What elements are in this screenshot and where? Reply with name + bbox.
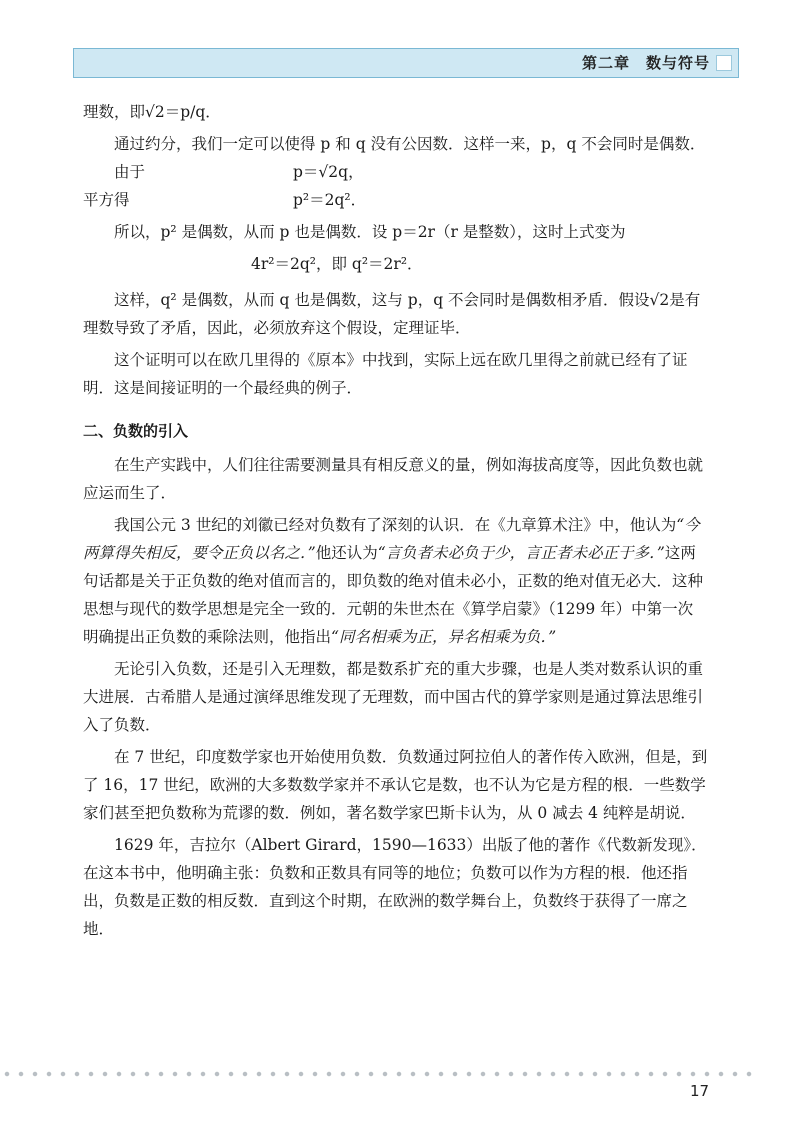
equation-row-2	[83, 186, 708, 214]
equation-label: 平方得	[83, 191, 130, 209]
chapter-title: 第二章 数与符号	[581, 54, 710, 72]
header-square-marker	[716, 55, 732, 71]
paragraph-continuation: 理数，即√2＝p/q．	[83, 103, 221, 121]
equation-expression: p²＝2q²．	[293, 191, 367, 209]
paragraph-india-europe: 在 7 世纪，印度数学家也开始使用负数．负数通过阿拉伯人的著作传入欧洲，但是，到了 16，17 世纪，欧洲的大多数数学家并不承认它是数，也不认为它是方程的根．一些数学家们甚至把负数称为荒谬的数．例如，著名数学家巴斯卡认为，从 0 减去 4 纯粹是胡说．	[83, 748, 708, 822]
classical-quote: “言负者未必负于少，言正者未必正于多．”	[377, 544, 665, 562]
text-segment: 这两句话都是关于正负数的绝对值而言的，即负数的绝对值未必小，正数的绝对值无必大．这种思想与现代的数学思想是完全一致的．元朝的朱世杰在《算学启蒙》（1299 年）中第一次明确提出正负数的乘除法则，他指出	[83, 544, 704, 646]
paragraph-reduction: 通过约分，我们一定可以使得 p 和 q 没有公因数．这样一来，p，q 不会同时是偶数．	[114, 135, 706, 153]
equation-label: 由于	[114, 163, 146, 181]
page-body	[83, 98, 708, 943]
classical-quote: “同名相乘为正，异名相乘为负．”	[331, 628, 557, 646]
paragraph-number-system: 无论引入负数，还是引入无理数，都是数系扩充的重大步骤，也是人类对数系认识的重大进展．古希腊人是通过演绎思维发现了无理数，而中国古代的算学家则是通过算法思维引入了负数．	[83, 660, 704, 734]
classical-quote: “今两算得失相反，要令正负以名之．”	[83, 516, 700, 562]
paragraph-euclid: 这个证明可以在欧几里得的《原本》中找到，实际上远在欧几里得之前就已经有了证明．这是间接证明的一个最经典的例子．	[83, 351, 688, 397]
paragraph-even: 所以，p² 是偶数，从而 p 也是偶数．设 p＝2r（r 是整数），这时上式变为	[114, 223, 626, 241]
text-segment: 他还认为	[315, 544, 378, 562]
paragraph-contradiction: 这样，q² 是偶数，从而 q 也是偶数，这与 p，q 不会同时是偶数相矛盾．假设√2是有理数导致了矛盾，因此，必须放弃这个假设，定理证毕．	[83, 291, 701, 337]
text-segment: 我国公元 3 世纪的刘徽已经对负数有了深刻的认识．在《九章算术注》中，他认为	[114, 516, 677, 534]
equation-expression: p＝√2q，	[293, 163, 364, 181]
section-heading: 二、负数的引入	[83, 422, 189, 440]
chapter-header-bar	[73, 48, 739, 78]
paragraph-liuhui	[83, 511, 708, 651]
paragraph-practice: 在生产实践中，人们往往需要测量具有相反意义的量，例如海拔高度等，因此负数也就应运而生了．	[83, 456, 704, 502]
page-number: 17	[690, 1082, 710, 1100]
equation-row-1	[83, 158, 708, 186]
paragraph-girard: 1629 年，吉拉尔（Albert Girard，1590—1633）出版了他的著作《代数新发现》．在这本书中，他明确主张：负数和正数具有同等的地位；负数可以作为方程的根．他还指出，负数是正数的相反数．直到这个时期，在欧洲的数学舞台上，负数终于获得了一席之地．	[83, 836, 707, 938]
footer-dotted-rule	[0, 1071, 760, 1077]
equation-centered: 4r²＝2q²，即 q²＝2r²．	[251, 255, 423, 273]
